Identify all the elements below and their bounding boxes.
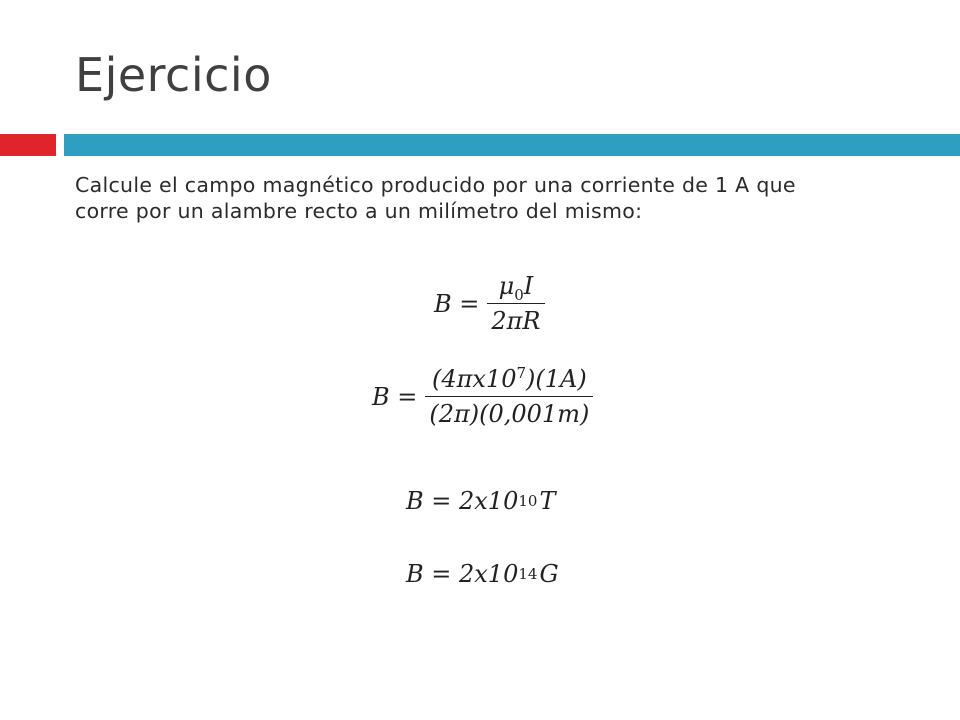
statement-line-2: corre por un alambre recto a un milímetro del mismo: <box>75 199 643 223</box>
eq1-current: I <box>523 272 534 300</box>
equation-substitution <box>372 365 593 428</box>
equation-result-tesla: B = 2x10 10 T <box>406 487 556 515</box>
eq2-fraction <box>425 365 593 428</box>
equation-result-gauss: B = 2x10 14 G <box>406 560 559 588</box>
eq3-unit: T <box>539 487 556 515</box>
eq3-lhs: B = 2x10 <box>406 487 519 515</box>
eq2-num-exp: 7 <box>516 364 527 382</box>
eq4-unit: G <box>539 560 559 588</box>
eq2-num-b: )(1A) <box>526 365 587 393</box>
statement-line-1: Calcule el campo magnético producido por una corriente de 1 A que <box>75 173 796 197</box>
eq1-mu: μ <box>498 272 515 300</box>
eq2-denominator: (2π)(0,001m) <box>425 396 593 428</box>
eq1-mu-sub: 0 <box>514 285 524 304</box>
eq2-numerator <box>428 365 591 396</box>
exercise-statement <box>75 172 895 224</box>
eq2-lhs: B = <box>372 382 418 411</box>
eq1-fraction <box>487 272 544 335</box>
accent-bar-blue <box>64 134 960 156</box>
eq4-lhs: B = 2x10 <box>406 560 519 588</box>
eq1-lhs: B = <box>434 289 480 318</box>
eq2-num-a: (4πx10 <box>431 365 517 393</box>
slide-title: Ejercicio <box>75 48 272 102</box>
eq1-numerator <box>495 272 538 303</box>
accent-bar-red <box>0 134 56 156</box>
equation-formula <box>434 272 545 335</box>
eq1-denominator: 2πR <box>487 303 544 335</box>
